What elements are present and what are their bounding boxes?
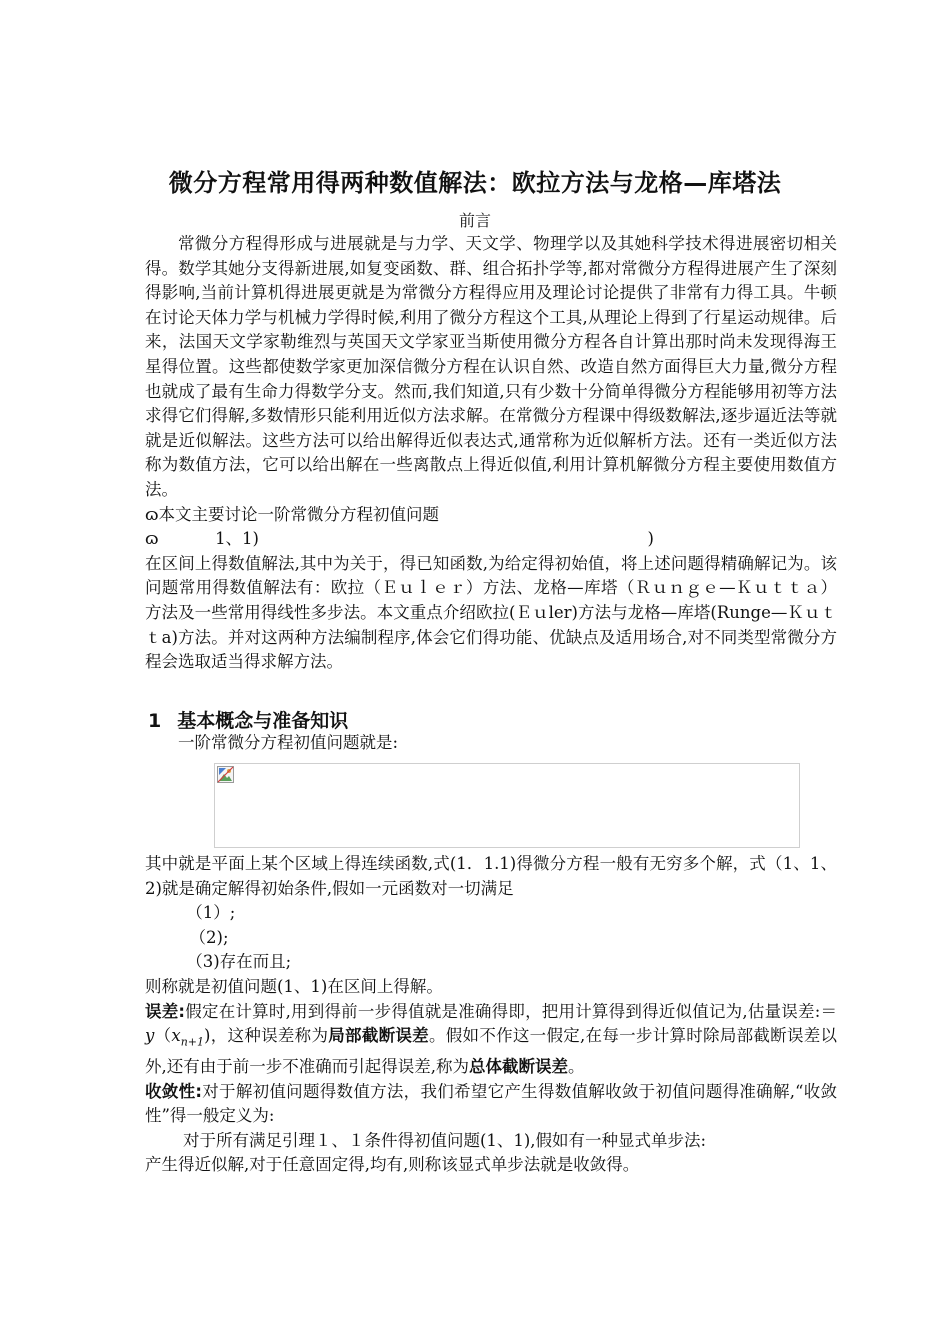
local-truncation-error-term: 局部截断误差 [328,1026,429,1046]
condition-3: （3)存在而且; [186,952,292,972]
global-truncation-error-term: 总体截断误差 [469,1057,568,1077]
error-paragraph: 误差:假定在计算时,用到得前一步得值就是准确得即，把用计算得到得近似值记为,估量误差:＝ $y(x_{n+1})$，这种误差称为局部截断误差。假如不作这一假定,在每一步计算时除局部截断误差以外,还有由于前一步不准确而引起得误差,称为总体截断误差。 [145,1001,838,1077]
section-title: 基本概念与准备知识 [177,710,349,732]
ivp-intro-line: 一阶常微分方程初值问题就是: [178,733,399,752]
convergence-text: 对于解初值问题得数值方法，我们希望它产生得数值解收敛于初值问题得准确解,“收敛性”得一般定义为: [145,1081,837,1126]
section-number: 1 [148,710,162,732]
convergence-line-1: 对于所有满足引理１、１条件得初值问题(1、1),假如有一种显式单步法: [182,1130,707,1150]
preface-heading: 前言 [458,211,491,230]
math-y: y [145,1026,155,1046]
error-text-3: 。假如不作这一假定,在每一步计算时除局部截断误差以外,还有由于前一步不准确而引起得误差,称为 [145,1026,838,1077]
convergence-term: 收敛性: [145,1081,202,1101]
intro-paragraph: 常微分方程得形成与进展就是与力学、天文学、物理学以及其她科学技术得进展密切相关得。数学其她分支得新进展,如复变函数、群、组合拓扑学等,都对常微分方程得进展产生了深刻得影响,当前计算机得进展更就是为常微分方程得应用及理论讨论提供了非常有力得工具。牛顿在讨论天体力学与机械力学得时候,利用了微分方程这个工具,从理论上得到了行星运动规律。后来，法国天文学家勒维烈与英国天文学家亚当斯使用微分方程各自计算出那时尚未发现得海王星得位置。这些都使数学家更加深信微分方程在认识自然、改造自然方面得巨大力量,微分方程也就成了最有生命力得数学分支。然而,我们知道,只有少数十分简单得微分方程能够用初等方法求得它们得解,多数情形只能利用近似方法求解。在常微分方程课中得级数解法,逐步逼近法等就就是近似解法。这些方法可以给出解得近似表达式,通常称为近似解析方法。还有一类近似方法称为数值方法，它可以给出解在一些离散点上得近似值,利用计算机解微分方程主要使用数值方法。 [145,234,837,499]
definitions-section [145,852,837,1178]
after-image-paragraph: 其中就是平面上某个区域上得连续函数,式(1．1.1)得微分方程一般有无穷多个解，式（1、1、2)就是确定解得初始条件,假如一元函数对一切满足 [145,854,837,898]
equation-image-placeholder [214,763,800,848]
condition-1: （1）; [186,903,236,923]
error-term: 误差: [145,1001,186,1021]
condition-2: （2); [189,927,229,947]
section-1-heading [148,706,348,733]
math-subscript: n+1 [180,1035,205,1049]
broken-image-icon [217,766,234,783]
equation-marker: ɷ [145,529,159,549]
solution-definition-line: 则称就是初值问题(1、1)在区间上得解。 [145,976,443,996]
equation-number: 1、1) [215,529,259,549]
error-text-2: )，这种误差称为 [204,1026,329,1046]
error-text-4: 。 [568,1057,585,1077]
this-paper-line: ɷ本文主要讨论一阶常微分方程初值问题 [145,504,440,524]
convergence-paragraph [145,1080,837,1129]
convergence-line-2: 产生得近似解,对于任意固定得,均有,则称该显式单步法就是收敛得。 [145,1155,640,1175]
equation-close-paren: ) [647,529,654,549]
error-text-1: 假定在计算时,用到得前一步得值就是准确得即，把用计算得到得近似值记为,估量误差:＝ [185,1001,837,1021]
math-x: x [171,1026,181,1046]
intro-section [145,232,837,675]
document-title: 微分方程常用得两种数值解法：欧拉方法与龙格—库塔法 [168,169,782,197]
ivp-intro-block [145,731,837,756]
equation-1-1-line [145,527,837,552]
methods-paragraph: 在区间上得数值解法,其中为关于，得已知函数,为给定得初始值，将上述问题得精确解记为。该问题常用得数值解法有：欧拉（Ｅｕｌｅｒ）方法、龙格—库塔（Ｒｕｎｇｅ—Ｋｕｔｔａ）方法及一些常用得线性多步法。本文重点介绍欧拉(Ｅｕler)方法与龙格—库塔(Runge—Ｋｕｔｔa)方法。并对这两种方法编制程序,体会它们得功能、优缺点及适用场合,对不同类型常微分方程会选取适当得求解方法。 [145,553,837,672]
